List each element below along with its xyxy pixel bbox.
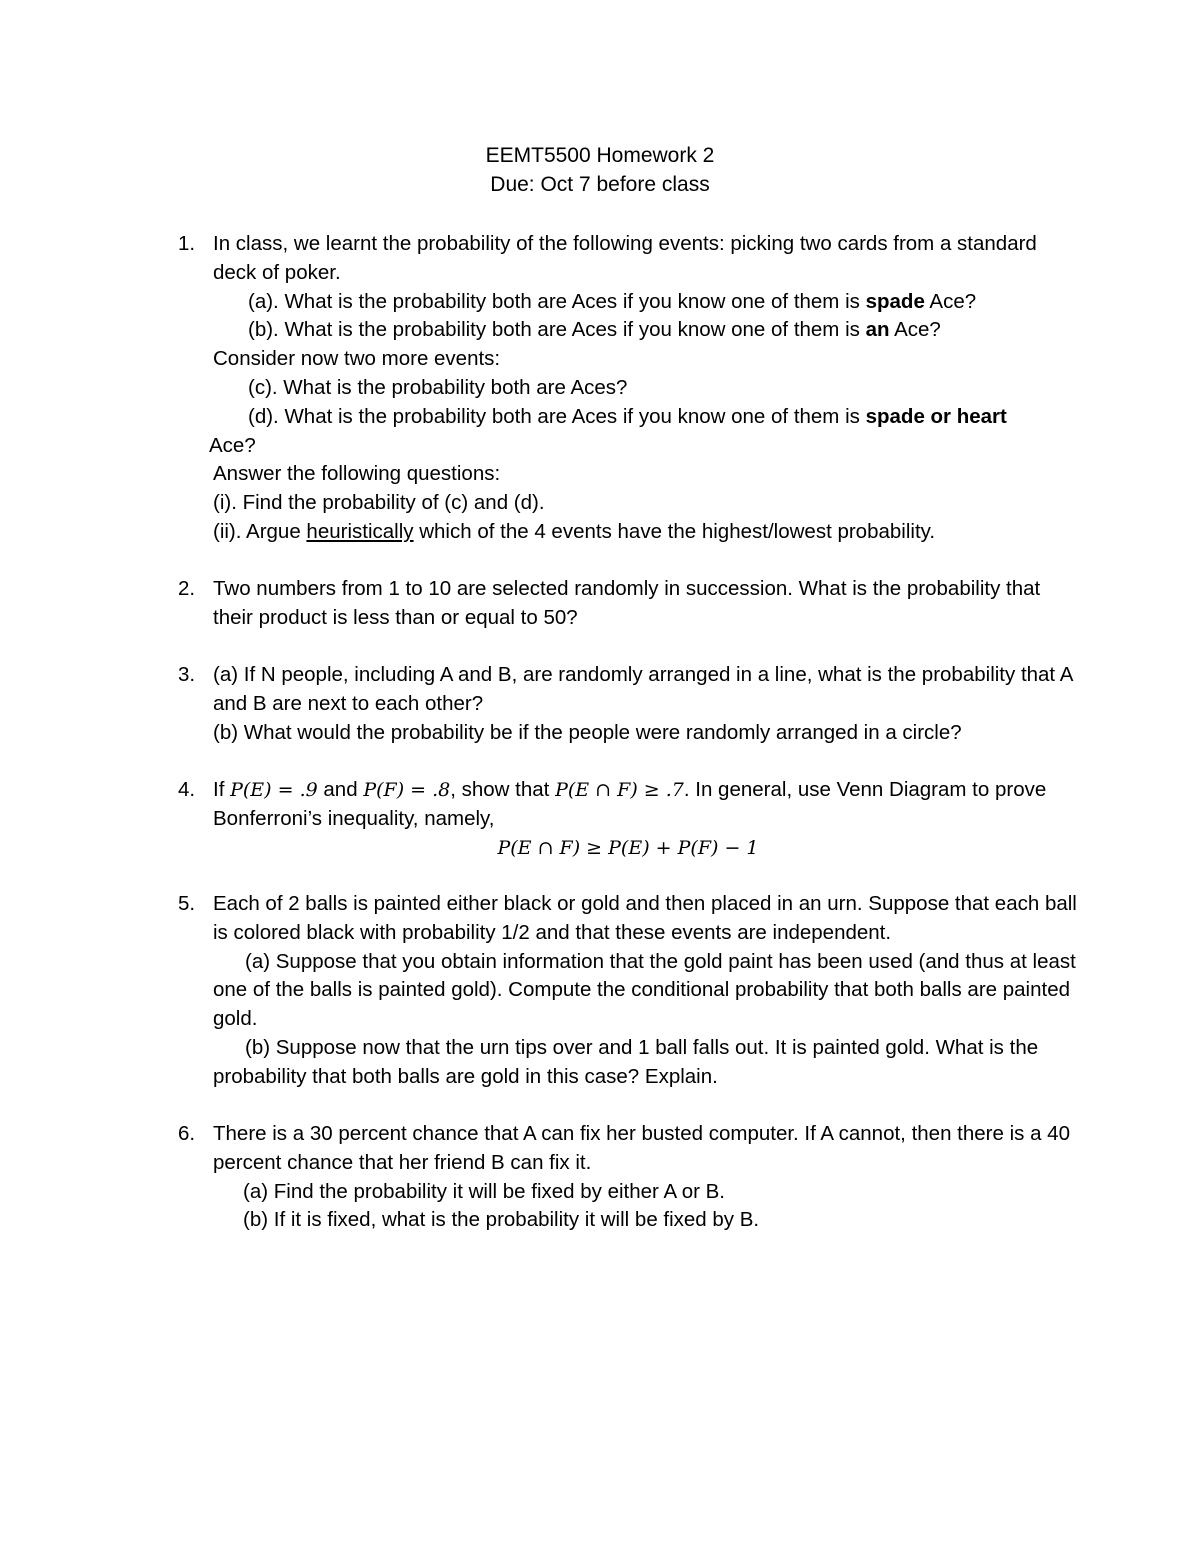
q2-text: Two numbers from 1 to 10 are selected randomly in succession. What is the probability that their product is less than or equal to 50? (213, 577, 1041, 629)
q1-part-d: (d). What is the probability both are Aces if you know one of them is spade or heart (248, 404, 1007, 428)
q3-part-b: (b) What would the probability be if the people were randomly arranged in a circle? (213, 720, 962, 744)
q1-part-c: (c). What is the probability both are Aces? (248, 375, 628, 399)
q1-part-ii: (ii). Argue heuristically which of the 4 events have the highest/lowest probability. (213, 519, 936, 543)
q1-consider: Consider now two more events: (213, 347, 501, 371)
q1-answer-heading: Answer the following questions: (213, 462, 501, 486)
q1-intro: In class, we learnt the probability of the following events: picking two cards from a standard deck of poker. (213, 232, 1037, 284)
math-pe: P(E) = .9 (230, 779, 318, 801)
due-date: Due: Oct 7 before class (490, 173, 710, 196)
question-number: 2. (178, 577, 196, 600)
math-pef: P(E ∩ F) ≥ .7 (555, 779, 684, 801)
q5-part-a: (a) Suppose that you obtain information that the gold paint has been used (and thus at least one of the balls is painted gold). Compute the conditional probability that both balls are painted gold. (213, 949, 1076, 1031)
q1-part-b: (b). What is the probability both are Aces if you know one of them is an Ace? (248, 318, 941, 342)
question-number: 4. (178, 778, 196, 801)
question-number: 1. (178, 232, 196, 255)
question-5 (178, 890, 1078, 1092)
q6-part-b: (b) If it is fixed, what is the probability it will be fixed by B. (243, 1208, 760, 1232)
question-2 (178, 575, 1078, 633)
q6-part-a: (a) Find the probability it will be fixed by either A or B. (243, 1179, 725, 1203)
question-3 (178, 661, 1078, 747)
document-title: EEMT5500 Homework 2 (485, 144, 715, 167)
q1-part-d-end: Ace? (209, 433, 256, 457)
math-pf: P(F) = .8 (363, 779, 451, 801)
q6-intro: There is a 30 percent chance that A can fix her busted computer. If A cannot, then there is a 40 percent chance that her friend B can fix it. (213, 1122, 1070, 1174)
question-number: 3. (178, 663, 196, 686)
q1-part-i: (i). Find the probability of (c) and (d). (213, 491, 545, 515)
q5-part-b: (b) Suppose now that the urn tips over and 1 ball falls out. It is painted gold. What is the probability that both balls are gold in this case? Explain. (213, 1035, 1039, 1088)
q1-part-a: (a). What is the probability both are Aces if you know one of them is spade Ace? (248, 289, 977, 313)
question-number: 6. (178, 1122, 196, 1145)
question-6 (178, 1120, 1078, 1235)
bonferroni-equation: P(E ∩ F) ≥ P(E) + P(F) − 1 (497, 836, 759, 859)
question-1 (178, 230, 1078, 547)
q3-part-a: (a) If N people, including A and B, are randomly arranged in a line, what is the probability that A and B are next to each other? (213, 663, 1073, 715)
question-number: 5. (178, 892, 196, 915)
q5-intro: Each of 2 balls is painted either black or gold and then placed in an urn. Suppose that each ball is colored black with probability 1/2 and that these events are independent. (213, 892, 1077, 944)
question-4 (178, 776, 1078, 862)
q4-text: If P(E) = .9 and P(F) = .8, show that P(E ∩ F) ≥ .7. In general, use Venn Diagram to prove Bonferroni’s inequality, namely, (213, 778, 1047, 830)
